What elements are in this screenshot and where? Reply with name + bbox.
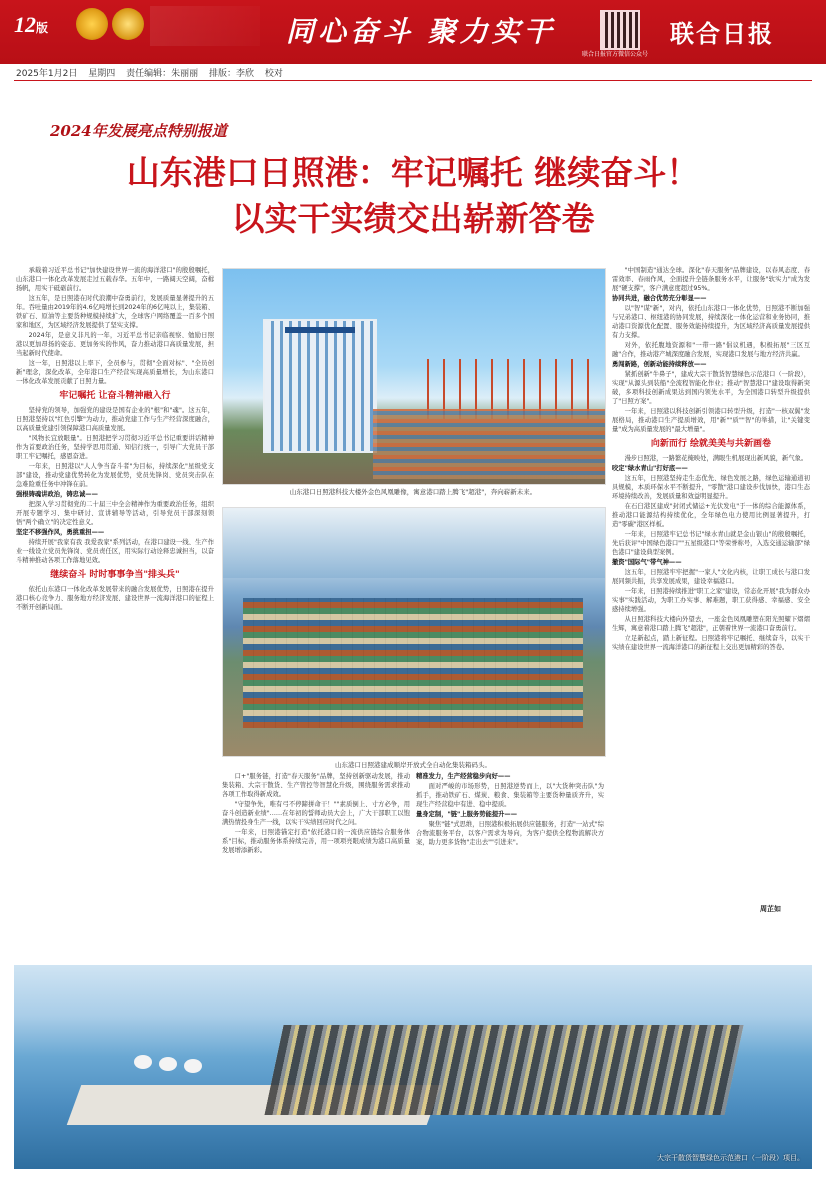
page-number-suffix: 版 — [36, 21, 49, 35]
paragraph: 在石臼港区建成"封闭式储运+光伏发电"于一体的综合能源体系，推动港口能源结构持续优化，全年绿色电力使用比例显著提升，打造"零碳"港区样板。 — [612, 503, 810, 528]
paragraph: 承载着习近平总书记"加快建设世界一流的海洋港口"的殷殷嘱托，山东港口一体化改革发展走过五载春华。五年中，一路阔天空阔，奋楫扬帆，用实干砥砺前行。 — [16, 267, 214, 292]
paragraph: "守望争先，唯有弓不停蹄拼命干！""素质倒上、寸方必争，用奋斗创造新业绩"……在年初的誓师动员大会上，广大干部职工以饱满热情投身生产一线，以实干实绩回应时代之问。 — [222, 801, 410, 826]
paragraph: 一年来，日照港持续推进"职工之家"建设，常态化开展"我为群众办实事"实践活动，为职工办实事、解难题，职工获得感、幸福感、安全感持续增强。 — [612, 588, 810, 613]
minor-heading: 协同共进，融合优势充分彰显—— — [612, 295, 707, 302]
bulk-cargo-terminal-image — [264, 1025, 743, 1115]
paragraph: 这五年，是日照港在时代浪潮中奋勇前行，发展质量显著提升的五年。吞吐量由2019年的4.6亿吨增长到2024年的6亿吨以上，集装箱、铁矿石、原油等主要货种规模持续扩大，全球客户网络覆盖一百多个国家和地区，为区域经济发展提供了坚实支撑。 — [16, 295, 214, 329]
paragraph: 对外，依托腹地资源和"一带一路"倡议机遇，积极拓展"三区互融"合作，推动港产城深度融合发展，实现港口发展与地方经济共赢。 — [612, 342, 810, 358]
author-byline: 周芷如 — [760, 905, 781, 913]
page-number — [14, 12, 48, 38]
panorama-caption: 大宗干散货智慧绿色示范港口（一阶段）项目。 — [657, 1154, 804, 1162]
photo2-caption: 山东港口日照港建成顺岸开放式全自动化集装箱码头。 — [335, 761, 491, 769]
paragraph: 聚焦"链"式思维，日照港积极拓展供应链服务，打造"一站式"综合物流服务平台，以客户需求为导向，为客户提供全程物流解决方案，助力更多货物"走出去""引进来"。 — [416, 821, 604, 846]
minor-heading: 精准发力，生产经营稳步向好—— — [416, 773, 511, 780]
paragraph: 把深入学习贯彻党的二十届三中全会精神作为重要政治任务，组织开展专题学习、集中研讨、宣讲辅导等活动，引导党员干部深刻领悟"两个确立"的决定性意义。 — [16, 501, 214, 526]
qr-code-icon — [600, 10, 640, 50]
paragraph: 漫步日照港，一路繁花掩映处，满眼生机展现出新风貌，新气象。 — [624, 455, 808, 462]
masthead-slogan: 同心奋斗 聚力实干 — [286, 15, 556, 48]
container-stacks-image — [243, 598, 583, 728]
paragraph: 这五年，日照港坚持走生态优先、绿色发展之路，绿色运输通道初具规模，本质环保水平不断提升，"零散"港口建设步伐加快，港口生态环境持续改善，发展质量和效益明显提升。 — [612, 475, 810, 500]
paragraph: "中国制造"通达全球。深化"春天服务"品牌建设，以春风态度、春雷效率、春雨作风，全面提升全链条服务水平，让服务"软实力"成为发展"硬支撑"，客户满意度超过95%。 — [612, 267, 810, 292]
container-terminal-photo — [222, 507, 606, 757]
minor-heading: 强根铸魂讲政治，铸忠诚—— — [16, 491, 98, 498]
minor-heading: 撤资"国际气"带气神—— — [612, 559, 682, 566]
paragraph: 面对严峻的市场形势，日照港逆势而上，以"大货种突击队"为抓手，推动铁矿石、煤炭、粮食、集装箱等主要货种量质齐升，实现生产经营稳中有进、稳中提质。 — [416, 783, 604, 808]
paragraph: 紧抓创新"牛鼻子"，建成大宗干散货智慧绿色示范港口（一阶段），实现"从源头到装船"全流程智能化作业；推动"智慧港口"建设取得新突破，多项科技创新成果达到国内领先水平，为全国港口转型升级提供了"日照方案"。 — [612, 371, 810, 405]
masthead-decoration — [150, 6, 260, 46]
national-emblem-icon — [76, 8, 108, 40]
article-kicker: 2024年发展亮点特别报道 — [50, 122, 227, 140]
port-panorama-photo — [14, 965, 812, 1169]
page-number-value: 12 — [14, 12, 36, 37]
edition-weekday: 星期四 — [88, 69, 116, 79]
headline-line-2: 以实干实绩交出崭新答卷 — [231, 199, 595, 238]
paragraph: 持续开展"我家有我 我爱我家"系列活动，在港口建设一线、生产作业一线设立党员先锋岗、党员责任区，用实际行动诠释忠诚担当，以奋斗精神推动各项工作落地见效。 — [16, 539, 214, 564]
paragraph: 依托山东港口一体化改革发展带来的融合发展优势，日照港在提升港口核心竞争力、服务地方经济发展、建设世界一流海洋港口的征程上不断开创新局面。 — [16, 586, 214, 611]
minor-heading: 量身定制，"链"上服务势能提升—— — [416, 811, 518, 818]
paragraph: 这一年，日照港以上率下，全员参与，贯彻"全面对标"、"全员创新"理念，深化改革，全年港口生产经营实现高质量增长，为山东港口一体化改革发展贡献了日照力量。 — [16, 360, 214, 385]
paragraph: 坚持党的领导，加强党的建设是国有企业的"根"和"魂"。这五年，日照港坚持以"红色引擎"为动力，推动党建工作与生产经营深度融合，以高质量党建引领保障港口高质量发展。 — [16, 407, 214, 432]
article-headline — [30, 150, 796, 242]
paragraph: 一年来，日照港牢记总书记"绿水青山就是金山银山"的殷殷嘱托，先后获评"中国绿色港口""五星级港口"等荣誉称号，入选交通运输部"绿色港口"建设典型案例。 — [612, 531, 810, 556]
photo1-caption: 山东港口日照港科技大楼外金色风凰雕像，寓意港口踏上腾飞"超港"，奔向崭新未来。 — [289, 488, 537, 496]
minor-heading: 勇闯新路，创新动能持续释放—— — [612, 361, 707, 368]
edition-info — [16, 66, 291, 79]
container-yard-image — [373, 409, 605, 479]
paragraph: 一年来，日照港以"人人争当奋斗者"为目标，持续深化"星级党支部"建设，推动党建优势转化为发展优势，党员先锋岗、党员突击队在急难险重任务中冲锋在前。 — [16, 463, 214, 488]
minor-heading: 坚定不移强作风，勇挑重担—— — [16, 529, 105, 536]
minor-heading: 咬定"绿水青山"打好底—— — [612, 465, 688, 472]
paragraph: 2024年，是意义非凡的一年，习近平总书记亲临视察、勉励日照港以更加昂扬的姿态、更加务实的作风，奋力推动港口高质量发展，担当起新时代使命。 — [16, 332, 214, 357]
paragraph: 这五年，日照港牢牢把握"一家人"文化内核，让职工成长与港口发展同频共振，共享发展成果，建设幸福港口。 — [612, 569, 810, 585]
tech-building-image — [263, 319, 377, 453]
article-column-4 — [612, 266, 810, 898]
paragraph: 以"智"谋"新"，对内，依托山东港口一体化优势，日照港不断加强与兄弟港口、枢纽港的协同发展，持续深化一体化运营和业务协同，推动港口资源优化配置、服务效能持续提升，为区域经济高质量发展提供有力支撑。 — [612, 305, 810, 339]
storage-tank-icon — [159, 1057, 177, 1071]
paragraph: "风物长宜放眼量"。日照港把学习贯彻习近平总书记重要讲话精神作为首要政治任务，坚持学思用贯通、知信行统一，引导广大党员干部职工牢记嘱托，感恩奋进。 — [16, 435, 214, 460]
section-subheading: 继续奋斗 时时事事争当"排头兵" — [50, 570, 180, 580]
edition-proof: 校对 — [264, 69, 283, 79]
edition-layout: 排版：李欣 — [209, 69, 255, 79]
cppcc-emblem-icon — [112, 8, 144, 40]
qr-caption: 联合日报官方微信公众号 — [582, 51, 649, 58]
edition-editor: 责任编辑：朱丽丽 — [126, 69, 199, 79]
section-subheading: 牢记嘱托 让奋斗精神融入行 — [59, 391, 171, 401]
paragraph: 一年来，日照港以科技创新引领港口转型升级，打造"一核双翼"发展格局，推动港口生产提质增效，用"新""质""智"的举措，让"关键变量"成为高质量发展的"最大增量"。 — [612, 408, 810, 433]
article-column-2 — [222, 772, 410, 952]
masthead — [0, 0, 826, 64]
storage-tank-icon — [184, 1059, 202, 1073]
edition-date: 2025年1月2日 — [16, 69, 78, 79]
harbor-water-image — [223, 508, 605, 578]
storage-tank-icon — [134, 1055, 152, 1069]
paragraph: 从日照港科技大楼向外望去，一座金色凤凰雕塑在阳光照耀下熠熠生辉，寓意着港口踏上腾飞"超港"，正朝着世界一流港口奋勇前行。 — [612, 616, 810, 632]
port-tech-building-photo — [222, 268, 606, 485]
paragraph: 立足新起点，踏上新征程。日照港将牢记嘱托、继续奋斗，以实干实绩在建设世界一流海洋港口的新征程上交出更加精彩的答卷。 — [612, 635, 810, 651]
section-subheading: 向新而行 绘就美美与共新画卷 — [650, 439, 772, 449]
paper-name: 联合日报 — [670, 19, 774, 48]
article-column-3 — [416, 772, 604, 952]
paragraph: 一年来，日照港锚定打造"依托港口的一流供应链综合服务体系"目标，推动服务体系持续完善，用一项项亮眼成绩为港口高质量发展增添新彩。 — [222, 829, 410, 854]
article-column-1 — [16, 266, 214, 956]
paragraph: 口+"服务链，打造"春天服务"品牌，坚持创新驱动发展，推动集装箱、大宗干散货、生产管控等智慧化升级，围绕服务需求推动各项工作取得新成效。 — [222, 773, 410, 798]
top-divider — [14, 80, 812, 81]
headline-line-1: 山东港口日照港：牢记嘱托 继续奋斗！ — [126, 153, 700, 192]
